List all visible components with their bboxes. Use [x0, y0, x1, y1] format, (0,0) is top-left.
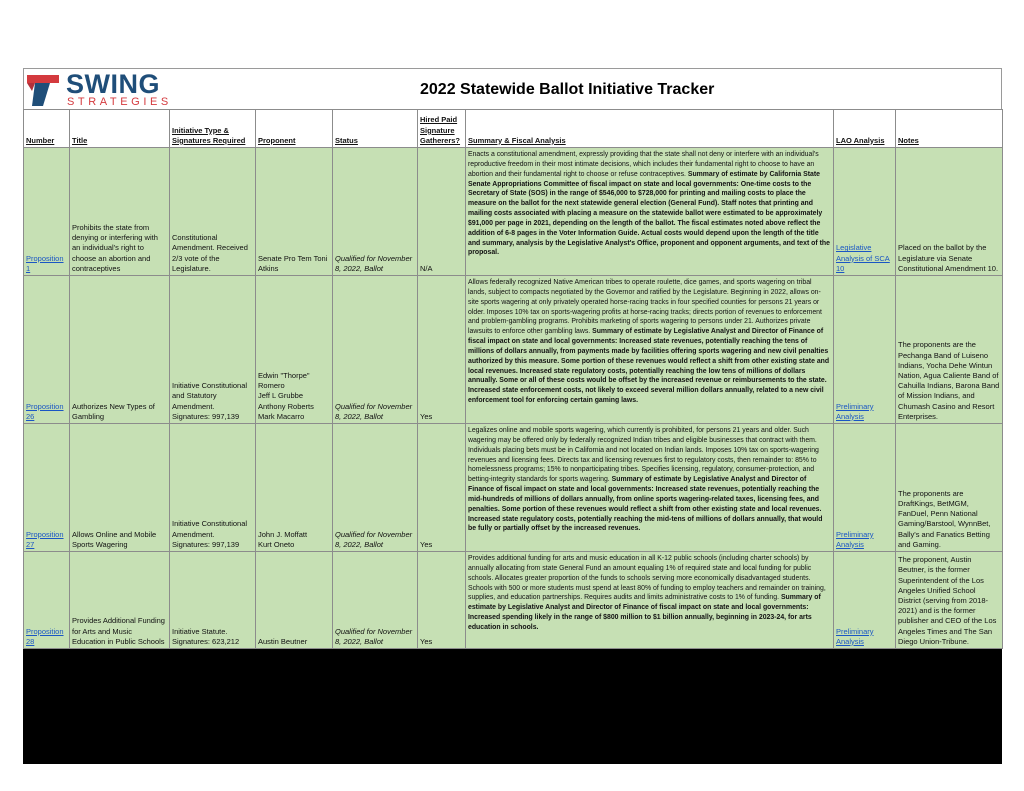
number-cell[interactable]	[24, 148, 70, 276]
lao-analysis-link[interactable]: Preliminary Analysis	[836, 626, 874, 646]
type-cell: Initiative Constitutional Amendment. Signatures: 997,139	[170, 424, 256, 552]
summary-cell	[466, 276, 834, 424]
proposition-link[interactable]: Proposition 28	[26, 626, 64, 646]
proponent-cell: John J. Moffatt Kurt Oneto	[256, 424, 333, 552]
lao-analysis-link[interactable]: Preliminary Analysis	[836, 529, 874, 549]
status-cell: Qualified for November 8, 2022, Ballot	[333, 276, 418, 424]
status-cell: Qualified for November 8, 2022, Ballot	[333, 552, 418, 649]
title-cell: Provides Additional Funding for Arts and Music Education in Public Schools	[70, 552, 170, 649]
hired-cell: Yes	[418, 552, 466, 649]
proponent-cell: Edwin "Thorpe" Romero Jeff L Grubbe Anthony Roberts Mark Macarro	[256, 276, 333, 424]
hired-cell: Yes	[418, 276, 466, 424]
summary-text: Allows federally recognized Native American tribes to operate roulette, dice games, and sports wagering on tribal lands, subject to compacts negotiated by the Governor and ratified by the Legislature. Beginning in 2022, allows on-site sports wagering at only privately operated horse-racing tracks in four specified counties for persons 21 years or older. Imposes 10% tax on sports-wagering profits at horse-racing tracks; directs portion of revenues to enforcement and problem-gambling programs. Prohibits marketing of sports wagering to persons under 21. Authorizes private lawsuits to enforce other gambling laws.	[468, 279, 822, 336]
type-cell: Constitutional Amendment. Received 2/3 vote of the Legislature.	[170, 148, 256, 276]
summary-cell	[466, 424, 834, 552]
notes-cell: The proponents are DraftKings, BetMGM, FanDuel, Penn National Gaming/Barstool, WynnBet, Bally's and Fanatics Betting and Gaming.	[896, 424, 1003, 552]
header-row	[24, 110, 1003, 148]
summary-cell	[466, 552, 834, 649]
proposition-link[interactable]: Proposition 26	[26, 401, 64, 421]
summary-text: Provides additional funding for arts and music education in all K-12 public schools (including charter schools) by annually allocating from state General Fund an amount equaling 1% of required state and local funding for public schools. Allocates greater proportion of the funds to schools serving more economically disadvantaged students. Schools with 500 or more students must spend at least 80% of funding to employ teachers and remainder on training, supplies, and education partnerships. Requires audits and limits administrative costs to 1% of funding.	[468, 555, 826, 602]
status-cell: Qualified for November 8, 2022, Ballot	[333, 424, 418, 552]
fiscal-estimate: Summary of estimate by Legislative Analyst and Director of Finance of fiscal impact on state and local governments: Increased spending likely in the range of $800 million to $1 billion annually, beginning in 2023-24, for arts education in schools.	[468, 594, 821, 631]
type-cell: Initiative Constitutional and Statutory Amendment. Signatures: 997,139	[170, 276, 256, 424]
title-cell: Authorizes New Types of Gambling	[70, 276, 170, 424]
col-header-summary: Summary & Fiscal Analysis	[466, 110, 834, 148]
col-header-lao: LAO Analysis	[834, 110, 896, 148]
type-cell: Initiative Statute. Signatures: 623,212	[170, 552, 256, 649]
table-row	[24, 552, 1003, 649]
proponent-cell: Austin Beutner	[256, 552, 333, 649]
status-cell: Qualified for November 8, 2022, Ballot	[333, 148, 418, 276]
logo-wordmark: SWING	[66, 69, 160, 99]
hired-cell: N/A	[418, 148, 466, 276]
title-cell: Prohibits the state from denying or interfering with an individual's right to choose an abortion and contraceptives	[70, 148, 170, 276]
hired-cell: Yes	[418, 424, 466, 552]
number-cell[interactable]	[24, 276, 70, 424]
col-header-status: Status	[333, 110, 418, 148]
notes-cell: Placed on the ballot by the Legislature via Senate Constitutional Amendment 10.	[896, 148, 1003, 276]
table-row	[24, 424, 1003, 552]
proposition-link[interactable]: Proposition 27	[26, 529, 64, 549]
swing-logo-mark-icon	[26, 73, 60, 107]
col-header-proponent: Proponent	[256, 110, 333, 148]
notes-cell: The proponent, Austin Beutner, is the former Superintendent of the Los Angeles Unified School District (serving from 2018-2021) and is the former publisher and CEO of the Los Angeles Times and The San Diego Union-Tribune.	[896, 552, 1003, 649]
lao-analysis-link[interactable]: Preliminary Analysis	[836, 401, 874, 421]
col-header-hired: Hired Paid Signature Gatherers?	[418, 110, 466, 148]
table-row	[24, 148, 1003, 276]
logo-tagline: STRATEGIES	[67, 96, 172, 108]
lao-cell[interactable]	[834, 552, 896, 649]
col-header-type: Initiative Type & Signatures Required	[170, 110, 256, 148]
summary-text: Enacts a constitutional amendment, expressly providing that the state shall not deny or interfere with an individual's reproductive freedom in their most intimate decisions, which includes their fundamental right to choose to have an abortion and their fundamental right to choose or refuse contraceptives.	[468, 151, 819, 178]
lao-cell[interactable]	[834, 148, 896, 276]
page-title: 2022 Statewide Ballot Initiative Tracker	[420, 81, 715, 98]
number-cell[interactable]	[24, 424, 70, 552]
summary-text: Legalizes online and mobile sports wagering, which currently is prohibited, for persons 21 years and older. Such wagering may be offered only by federally recognized Indian tribes and eligible businesses that contract with them. Individuals placing bets must be in California and not located on Indian lands. Imposes 10% tax on sports-wagering revenues and licensing fees. Directs tax and licensing revenues first to regulatory costs, then remainder to: 85% to homelessness programs; 15% to nonparticipating tribes. Specifies licensing, regulatory, consumer-protection, and betting-integrity standards for sports wagering.	[468, 427, 819, 484]
tracker-sheet	[23, 68, 1002, 764]
col-header-number: Number	[24, 110, 70, 148]
fiscal-estimate: Summary of estimate by California State Senate Appropriations Committee of fiscal impact on state and local governments: One-time costs to the Secretary of State (SOS) in the range of $546,000 to $728,000 for printing and mailing costs to place the measure on the ballot for the next statewide general election (General Fund). Staff notes that printing and mailing costs associated with placing a measure on the statewide ballot were estimated to be approximately $91,000 per page in 2021, depending on the length of the ballot. The fiscal estimates noted above reflect the addition of 6-8 pages in the Voter Information Guide. Actual costs would depend upon the length of the title and summary, analysis by the Legislative Analyst's Office, proponent and opponent arguments, and text of the proposal.	[468, 170, 830, 257]
proponent-cell: Senate Pro Tem Toni Atkins	[256, 148, 333, 276]
lao-cell[interactable]	[834, 276, 896, 424]
col-header-notes: Notes	[896, 110, 1003, 148]
page-header	[23, 68, 1002, 109]
notes-cell: The proponents are the Pechanga Band of Luiseno Indians, Yocha Dehe Wintun Nation, Agua Caliente Band of Cahuilla Indians, Barona Band of Mission Indians, and Chumash Casino and Resort Enterprises.	[896, 276, 1003, 424]
title-cell: Allows Online and Mobile Sports Wagering	[70, 424, 170, 552]
proposition-link[interactable]: Proposition 1	[26, 253, 64, 273]
col-header-title: Title	[70, 110, 170, 148]
summary-cell	[466, 148, 834, 276]
fiscal-estimate: Summary of estimate by Legislative Analyst and Director of Finance of fiscal impact on state and local governments: Increased state revenues, potentially reaching the mid-hundreds of millions of dollars annually, from online sports wagering-related taxes, licensing fees, and penalties. Some portion of these revenues would reflect a shift from other existing state and local revenues. Increased state regulatory costs, potentially reaching the mid-tens of millions of dollars annually, that would be fully or partially offset by the increased revenues.	[468, 476, 823, 533]
lao-cell[interactable]	[834, 424, 896, 552]
table-row	[24, 276, 1003, 424]
fiscal-estimate: Summary of estimate by Legislative Analyst and Director of Finance of fiscal impact on state and local governments: Increased state revenues, potentially reaching the tens of millions of dollars annually, from payments made by facilities offering sports wagering and new civil penalties authorized by this measure. Some portion of these revenues would reflect a shift from other existing state and local revenues. Increased state regulatory costs, potentially reaching the low tens of millions of dollars annually. Some or all of these costs would be offset by the increased revenue or reimbursements to the state. Increased state enforcement costs, not likely to exceed several million dollars annually, related to a new civil enforcement tool for enforcing certain gaming laws.	[468, 328, 830, 405]
lao-analysis-link[interactable]: Legislative Analysis of SCA 10	[836, 243, 890, 273]
initiative-table	[23, 109, 1003, 649]
swing-strategies-logo	[26, 69, 176, 108]
number-cell[interactable]	[24, 552, 70, 649]
